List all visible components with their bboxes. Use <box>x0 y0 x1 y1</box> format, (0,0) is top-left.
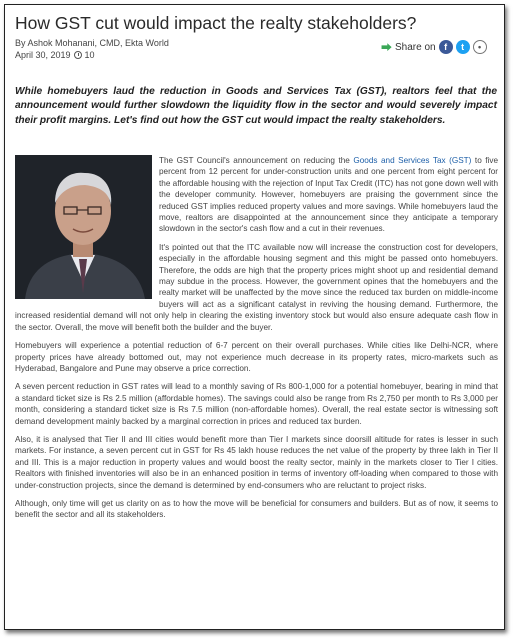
article-title: How GST cut would impact the realty stakeholders? <box>15 13 417 33</box>
article-lead: While homebuyers laud the reduction in Goods and Services Tax (GST), realtors feel that the announcement would further slowdown the liquidity flow in the sector and would severely impact their profit margins. Let's find out how the GST cut would impact the realty stakeholders. <box>15 86 497 126</box>
publish-date: April 30, 2019 <box>15 50 71 60</box>
paragraph-4: A seven percent reduction in GST rates will lead to a monthly saving of Rs 800-1,000 for a potential homebuyer, bearing in mind that a standard ticket size is Rs 2.5 million (affordable homes). The savings could also be range from Rs 2,750 per month to Rs 3,000 per month, considering a standard ticket size is Rs 7.5 million (non-affordable homes). Overall, the real estate sector is witnessing soft demand development mainly backed by a marginal correction in prices and reduced tax burden. <box>15 382 498 426</box>
facebook-icon[interactable]: f <box>439 40 453 54</box>
author-photo <box>15 155 152 299</box>
share-bar <box>381 39 487 55</box>
share-icon[interactable]: ⮕ <box>381 42 392 54</box>
clock-icon <box>74 51 82 59</box>
twitter-icon[interactable]: t <box>456 40 470 54</box>
byline: By Ashok Mohanani, CMD, Ekta World <box>15 38 169 48</box>
more-icon[interactable]: • <box>473 40 487 54</box>
share-label: Share on <box>395 41 436 53</box>
article-body <box>15 155 498 528</box>
paragraph-3: Homebuyers will experience a potential reduction of 6-7 percent on their overall purchases. While cities like Delhi-NCR, where property prices have already bottomed out, may not experience much decrease in its property rates, micro-markets such as Hyderabad, Bangalore and Pune may observe a price correction. <box>15 341 498 373</box>
article-frame <box>4 4 505 630</box>
paragraph-6: Although, only time will get us clarity on as to how the move will be beneficial for consumers and builders. But as of now, it seems to benefit the sector and all its stakeholders. <box>15 498 498 520</box>
paragraph-1: The GST Council's announcement on reducing the Goods and Services Tax (GST) to five percent from 12 percent for under-construction units and one percent from eight percent for the affordable housing with the rejection of Input Tax Credit (ITC) has not gone down well with the developer community. However, homebuyers are praising the government since the reduced GST implies reduced property values and more savings. While homebuyers laud the move, realtors are disappointed at the announcement since they anticipate a temporary slowdown in the sector's cash flow and a cut in their revenues. <box>159 156 498 234</box>
comment-count: 10 <box>84 50 95 60</box>
paragraph-2: It's pointed out that the ITC available now will increase the construction cost for developers, especially in the affordable housing segment and this might be passed onto homebuyers. Therefore, the odds are high that the property prices might shoot up and residential demand may subdue in the process. However, the government opines that the homebuyers and the realty market will be unaffected by the move since the reduced tax burden on middle-income buyers will act as a significant catalyst in reviving the housing demand. Furthermore, the increased residential demand will not only help in clearing the existing inventory stock but would also ensure adequate cash flow in the sector. Overall, the move will benefit both the builder and the buyer. <box>15 242 498 332</box>
gst-link[interactable]: Goods and Services Tax (GST) <box>353 156 472 165</box>
paragraph-5: Also, it is analysed that Tier II and III cities would benefit more than Tier I markets since doorsill altitude for rates is lesser in such markets. For instance, a seven percent cut in GST for Rs 45 lakh house reduces the net value of the property by three lakh in Tier II and III. This is a major reduction in property values and would boost the realty sector, mainly in the markets closer to Tier I cities. Realtors with finished inventories will also be in an enhanced position in terms of inventory off-loading when compared to those with under-construction projects, since the demand is determined by end-consumers who are reluctant to project risks. <box>15 434 498 490</box>
dateline <box>15 50 95 60</box>
